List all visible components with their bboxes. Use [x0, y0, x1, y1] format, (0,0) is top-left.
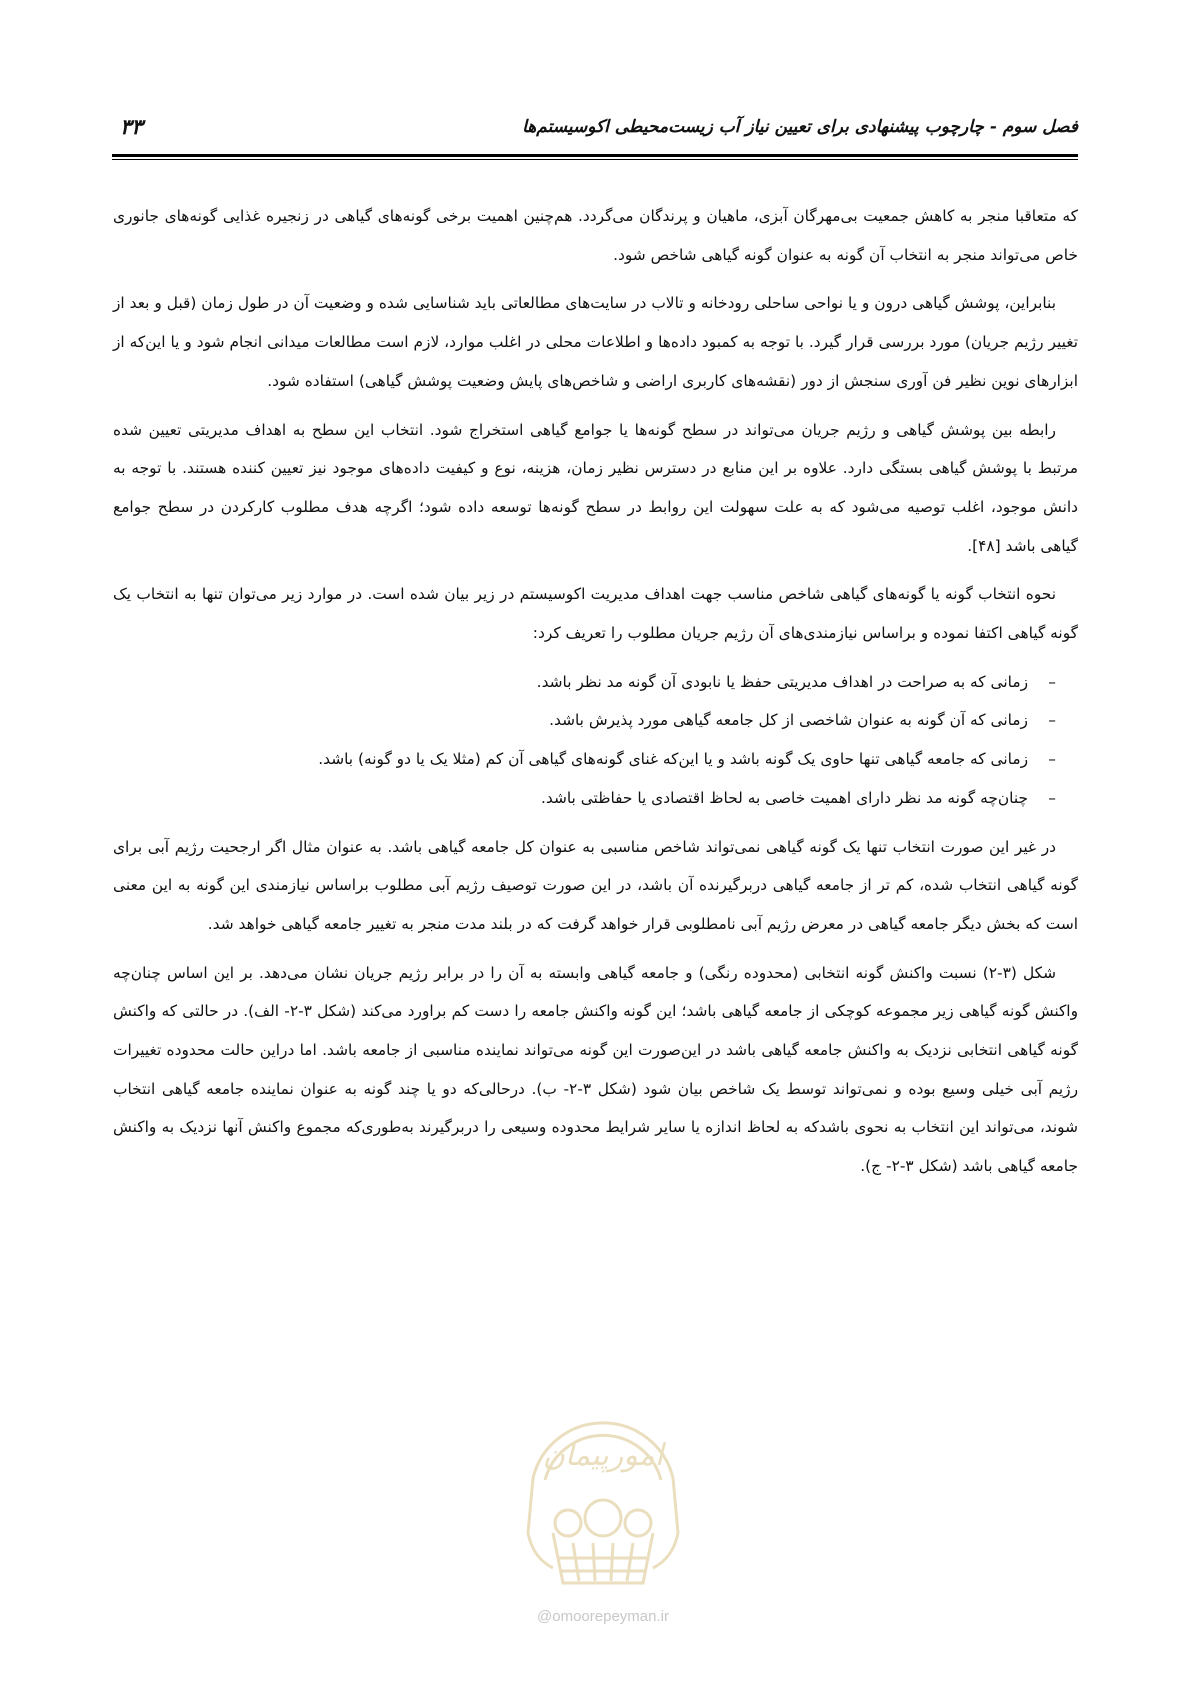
watermark-logo-icon — [493, 1383, 713, 1603]
paragraph: شکل (۳-۲) نسبت واکنش گونه انتخابی (محدوده رنگی) و جامعه گیاهی وابسته به آن را در برابر رژیم جریان نشان می‌دهد. بر این اساس چنان‌چه واکنش گونه گیاهی زیر مجموعه کوچکی از جامعه گیاهی باشد؛ این گونه واکنش جامعه را دست کم براورد می‌کند (شکل ۳-۲- الف). در حالتی که واکنش گونه گیاهی انتخابی نزدیک به واکنش جامعه گیاهی باشد در این‌صورت این گونه می‌تواند نماینده مناسبی از جامعه باشد. اما دراین حالت محدوده تغییرات رژیم آبی خیلی وسیع بوده و نمی‌تواند توسط یک شاخص بیان شود (شکل ۳-۲- ب). درحالی‌که دو یا چند گونه به عنوان نماینده جامعه گیاهی انتخاب شوند، می‌تواند این انتخاب به نحوی باشدکه به لحاظ اندازه یا سایر شرایط محدوده وسیعی را دربرگیرند به‌طوری‌که مجموع واکنش آنها نزدیک به واکنش جامعه گیاهی باشد (شکل ۳-۲- ج). — [113, 963, 1079, 1176]
body-text — [113, 197, 1078, 1196]
list-item — [113, 779, 1056, 818]
page-number: ۳۳ — [120, 114, 143, 139]
paragraph: بنابراین، پوشش گیاهی درون و یا نواحی ساحلی رودخانه و تالاب در سایت‌های مطالعاتی باید شناسایی شده و وضعیت آن در طول زمان (قبل و بعد از تغییر رژیم جریان) مورد بررسی قرار گیرد. با توجه به کمبود داده‌ها و اطلاعات محلی در اغلب موارد، لازم است مطالعات میدانی انجام شود و یا این‌که از ابزارهای نوین نظیر فن آوری سنجش از دور (نقشه‌های کاربری اراضی و شاخص‌های پایش وضعیت پوشش گیاهی) استفاده شود. — [113, 294, 1078, 390]
dash-bullet: – — [1048, 672, 1056, 691]
running-header — [112, 112, 1078, 162]
dash-bullet: – — [1048, 750, 1056, 769]
watermark-url: @omoorepeyman.ir — [537, 1608, 669, 1625]
paragraph: در غیر این صورت انتخاب تنها یک گونه گیاهی نمی‌تواند شاخص مناسبی به عنوان کل جامعه گیاهی باشد. به عنوان مثال اگر ارجحیت رژیم آبی برای گونه گیاهی انتخاب شده، کم تر از جامعه گیاهی دربرگیرنده آن باشد، در این صورت توصیف رژیم آبی مطلوب براساس نیازمندی این گونه به این معنی است که بخش دیگر جامعه گیاهی در معرض رژیم آبی نامطلوبی قرار خواهد گرفت که در بلند مدت منجر به تغییر جامعه گیاهی خواهد شد. — [113, 837, 1078, 933]
watermark-logo-text: امورپیمان — [542, 1438, 664, 1473]
dash-bullet: – — [1048, 788, 1056, 807]
paragraph: که متعاقبا منجر به کاهش جمعیت بی‌مهرگان آبزی، ماهیان و پرندگان می‌گردد. هم‌چنین اهمیت برخی گونه‌های گیاهی در زنجیره غذایی گونه‌های جانوری خاص می‌تواند منجر به انتخاب آن گونه به عنوان گونه گیاهی شاخص شود. — [113, 207, 1078, 264]
list-item-text: چنان‌چه گونه مد نظر دارای اهمیت خاصی به لحاظ اقتصادی یا حفاظتی باشد. — [540, 788, 1028, 807]
watermark — [493, 1383, 713, 1633]
list-item — [113, 663, 1056, 702]
list-item-text: زمانی که به صراحت در اهداف مدیریتی حفظ یا نابودی آن گونه مد نظر باشد. — [536, 672, 1028, 691]
paragraph: رابطه بین پوشش گیاهی و رژیم جریان می‌تواند در سطح گونه‌ها یا جوامع گیاهی استخراج شود. انتخاب این سطح به اهداف مدیریتی تعیین شده مرتبط با پوشش گیاهی بستگی دارد. علاوه بر این منابع در دسترس نظیر زمان، هزینه، نوع و کیفیت داده‌های موجود نیز تعیین کننده هستند. با توجه به دانش موجود، اغلب توصیه می‌شود که به علت سهولت این روابط در سطح گونه‌ها توسعه داده شود؛ اگرچه هدف مطلوب کارکردن در سطح جوامع گیاهی باشد [۴۸]. — [113, 420, 1078, 555]
criteria-list — [113, 663, 1078, 818]
chapter-title: فصل سوم - چارچوب پیشنهادی برای تعیین نیاز آب زیست‌محیطی اکوسیستم‌ها — [522, 117, 1078, 137]
dash-bullet: – — [1048, 711, 1056, 730]
header-rule-thin — [112, 159, 1078, 160]
list-item — [113, 740, 1056, 779]
list-item-text: زمانی که آن گونه به عنوان شاخصی از کل جامعه گیاهی مورد پذیرش باشد. — [549, 711, 1028, 730]
list-item-text: زمانی که جامعه گیاهی تنها حاوی یک گونه باشد و یا این‌که غنای گونه‌های گیاهی آن کم (مثلا یک یا دو گونه) باشد. — [318, 750, 1028, 769]
paragraph: نحوه انتخاب گونه یا گونه‌های گیاهی شاخص مناسب جهت اهداف مدیریت اکوسیستم در زیر بیان شده است. در موارد زیر می‌توان تنها به انتخاب یک گونه گیاهی اکتفا نموده و براساس نیازمندی‌های آن رژیم جریان مطلوب را تعریف کرد: — [113, 585, 1078, 643]
header-rule-thick — [112, 154, 1078, 157]
list-item — [113, 701, 1056, 740]
